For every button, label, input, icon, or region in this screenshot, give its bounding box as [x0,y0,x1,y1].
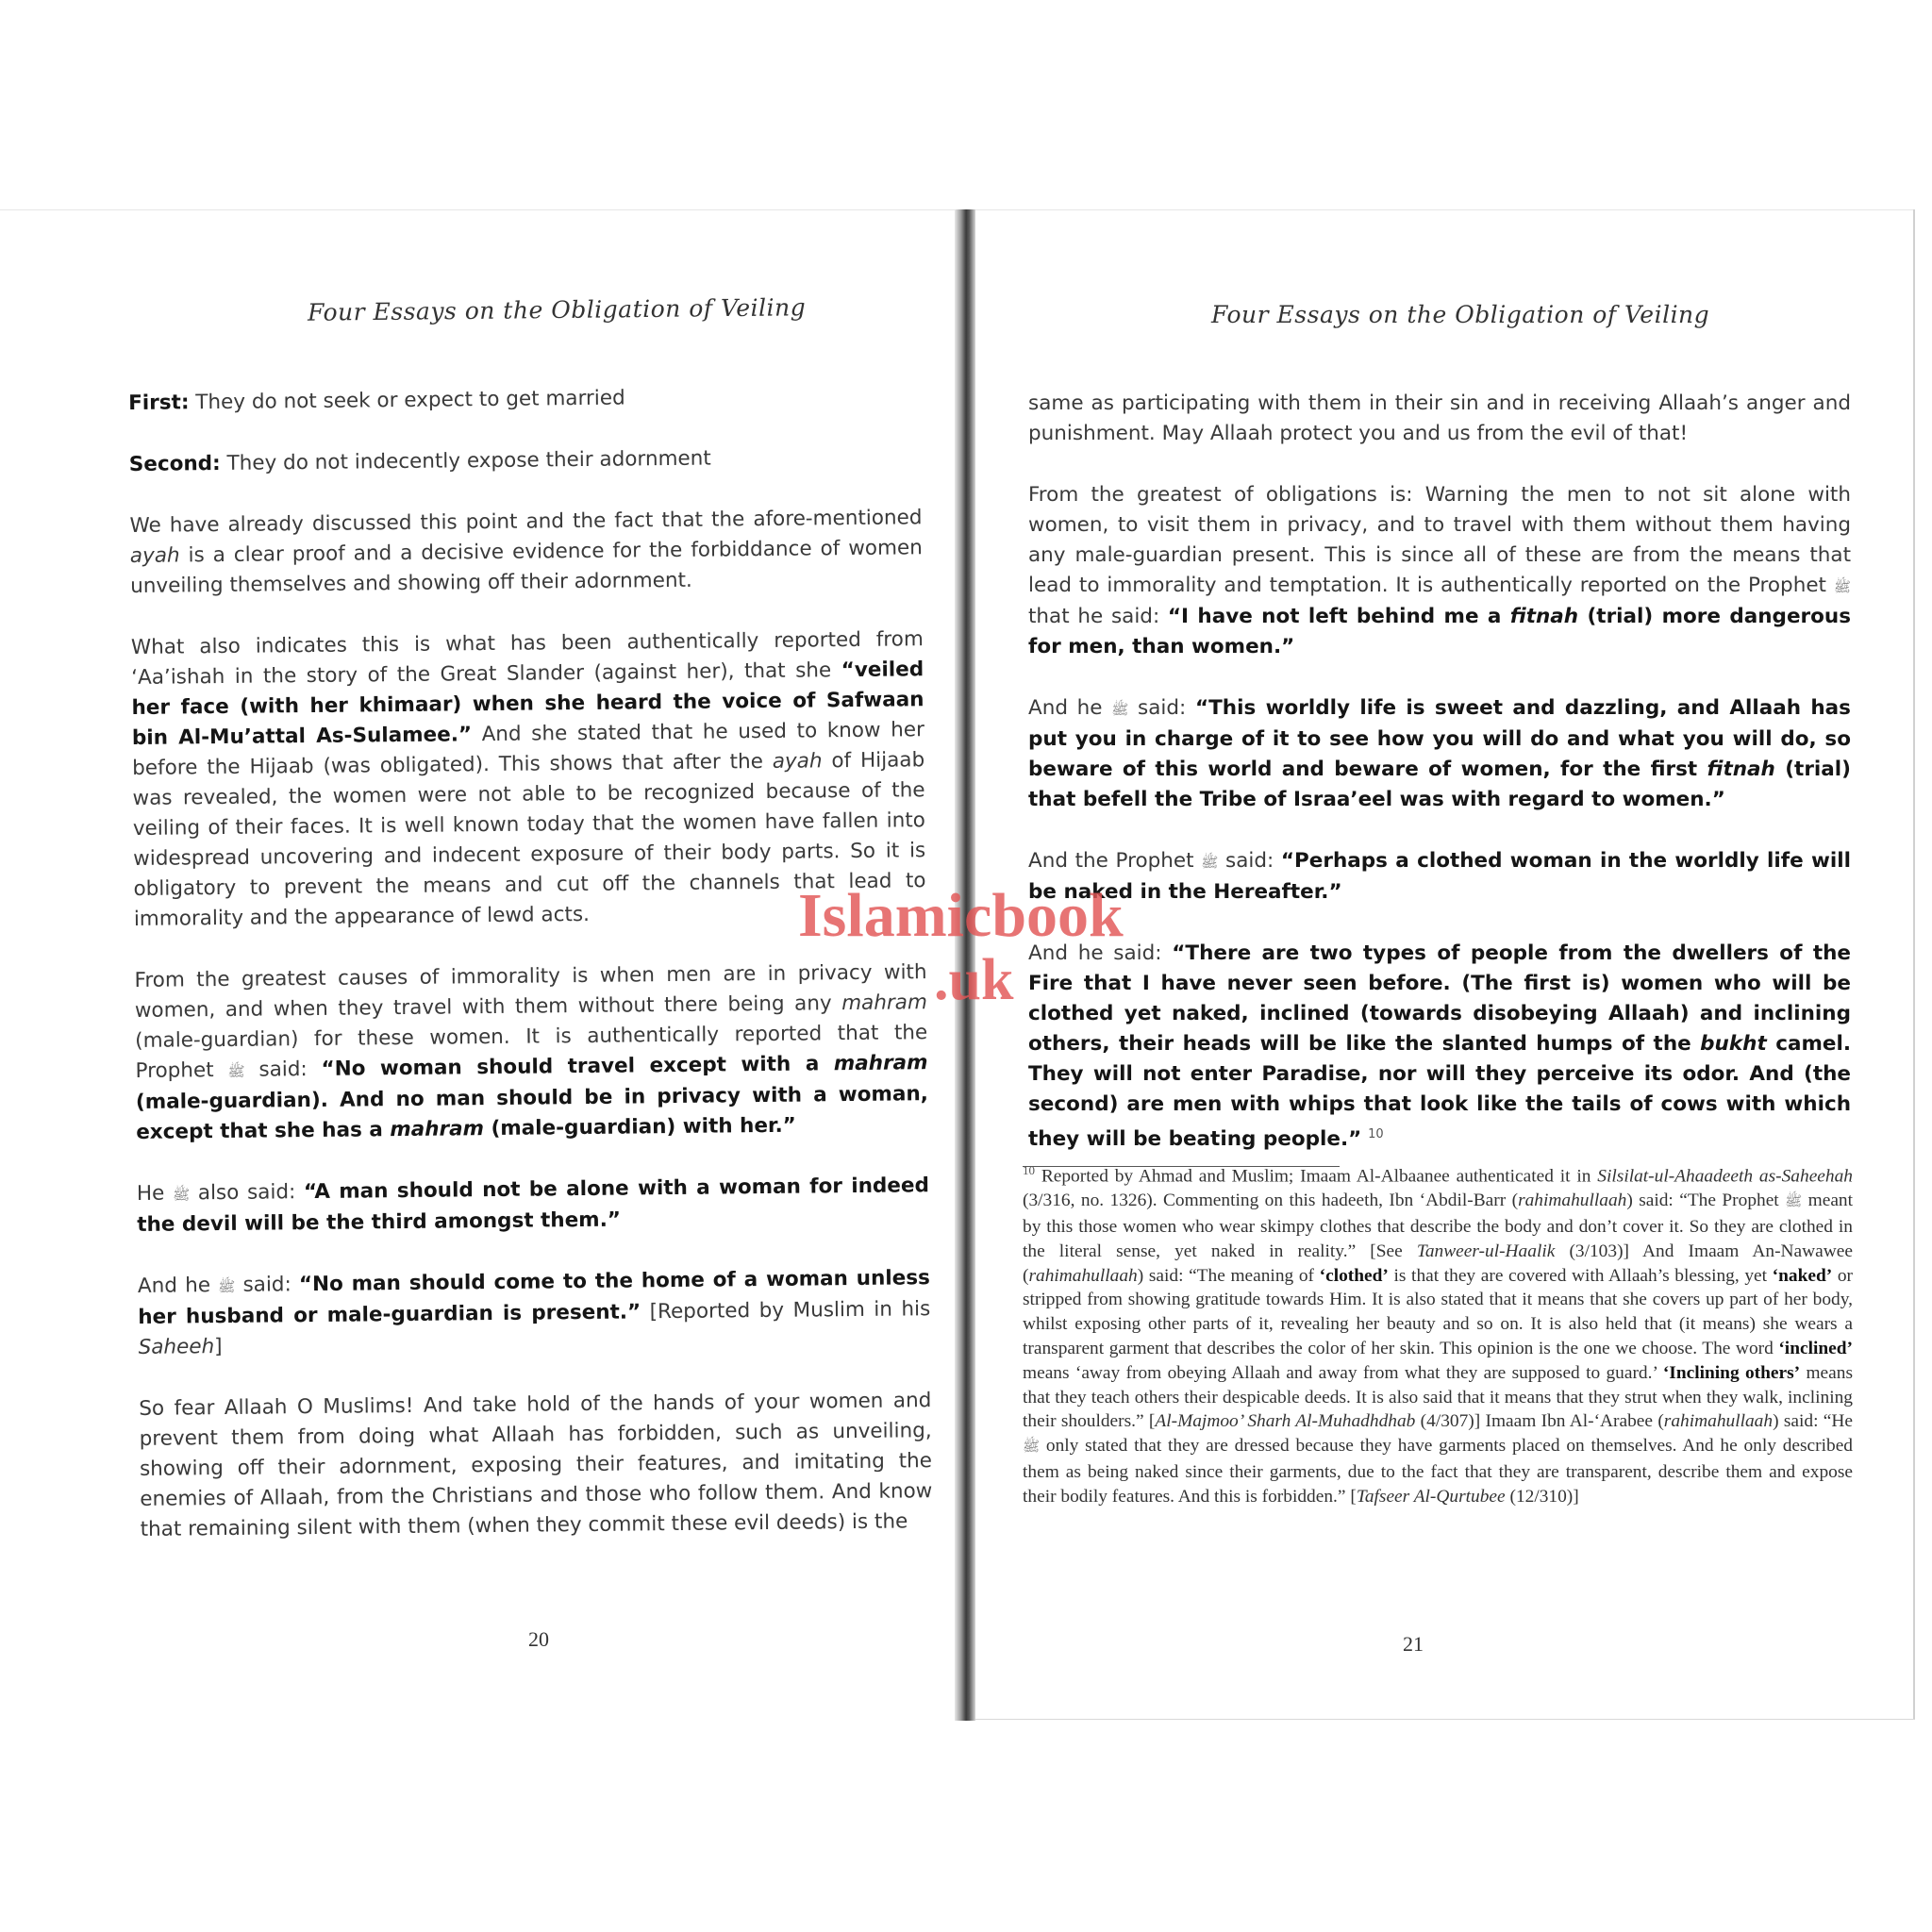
salutation-glyph: ﷺ [1023,1440,1041,1456]
page-number-right: 21 [1403,1632,1424,1656]
paragraph: And he ﷺ said: “This worldly life is sweet and dazzling, and Allaah has put you in charge of it to see how you will do and what you will do, so beware of this world and beware of women, for the first fitnah (trial) that befell the Tribe of Israa’eel was with regard to women.” [1028,696,1851,811]
salutation-glyph: ﷺ [218,1277,236,1296]
salutation-glyph: ﷺ [1833,578,1851,595]
footnote-marker: 10 [1368,1127,1384,1141]
paragraph: We have already discussed this point and the fact that the afore-mentioned ayah is a clear proof and a decisive evidence for the forbiddance of women unveiling themselves and showing off their adornment. [129,506,923,598]
spread-bottom-edge [972,1719,1915,1720]
right-page-body [1028,389,1851,1186]
salutation-glyph: ﷺ [1785,1194,1803,1210]
paragraph: He ﷺ also said: “A man should not be alone with a woman for indeed the devil will be the third amongst them.” [136,1174,930,1237]
hadith-quote: “Perhaps a clothed woman in the worldly life will be naked in the Hereafter.” [1028,849,1851,904]
hadith-quote: “I have not left behind me a fitnah (trial) more dangerous for men, than women.” [1028,605,1851,658]
salutation-glyph: ﷺ [1111,701,1129,718]
paragraph: And he said: “There are two types of people from the dwellers of the Fire that I have never seen before. (The first is) women who will be clothed yet naked, inclined (towards disobeying Allaah) and inclining others, their heads will be like the slanted humps of the bukht camel. They will not enter Paradise, nor will they perceive its odor. And (the second) are men with whips that look like the tails of cows with which they will be beating people.” $^{10}$ [1028,941,1852,1152]
running-head-left: Four Essays on the Obligation of Veiling [307,293,807,326]
page-right-edge [1913,209,1915,1719]
left-page [0,209,953,1719]
paragraph: From the greatest causes of immorality is when men are in privacy with women, and when they travel with them without there being any mahram (male-guardian) for these women. It is authentically reported that the Prophet ﷺ said: “No woman should travel except with a mahram (male-guardian). And no man should be in privacy with a woman, except that she has a mahram (male-guardian) with her.” [134,960,929,1144]
right-page [977,209,1911,1719]
second-point: Second: They do not indecently expose their adornment [128,446,711,476]
salutation-glyph: ﷺ [1201,854,1219,871]
page-number-left: 20 [528,1627,549,1651]
paragraph: What also indicates this is what has been authentically reported from ‘Aa’ishah in the story of the Great Slander (against her), that she “veiled her face (with her khimaar) when she heard the voice of Safwaan bin Al-Mu’attal As-Sulamee.” And she stated that he used to know her before the Hijaab (was obligated). This shows that after the ayah of Hijaab was revealed, the women were not able to be recognized because of the veiling of their faces. It is well known today that the women have fallen into widespread uncovering and indecent exposure of their body parts. So it is obligatory to prevent the means and cut off the channels that lead to immorality and the appearance of lewd acts. [130,627,926,931]
running-head-right: Four Essays on the Obligation of Veiling [1211,301,1710,328]
paragraph: same as participating with them in their sin and in receiving Allaah’s anger and punishment. May Allaah protect you and us from the evil of that! [1028,391,1851,445]
hadith-quote: “No man should come to the home of a woman unless her husband or male-guardian is present.” [138,1266,931,1329]
hadith-quote: “No woman should travel except with a mahram (male-guardian). And no man should be in privacy with a woman, except that she has a mahram (male-guardian) with her.” [135,1051,929,1144]
paragraph: And he ﷺ said: “No man should come to the home of a woman unless her husband or male-guardian is present.” [Reported by Muslim in his Saheeh] [137,1266,931,1359]
watermark-domain: .uk [934,948,1014,1012]
salutation-glyph: ﷺ [227,1062,245,1080]
paragraph: So fear Allaah O Muslims! And take hold of the hands of your women and prevent them from doing what Allaah has forbidden, such as unveiling, showing off their adornment, exposing their features, and imitating the enemies of Allaah, from the Christians and those who follow them. And know that remaining silent with them (when they commit these evil deeds) is the [139,1389,933,1541]
left-page-body [128,380,933,1576]
paragraph: From the greatest of obligations is: Warning the men to not sit alone with women, to visit them in privacy, and to travel with them without them having any male-guardian present. This is since all of these are from the means that lead to immorality and temptation. It is authentically reported on the Prophet ﷺ that he said: “I have not left behind me a fitnah (trial) more dangerous for men, than women.” [1028,483,1851,658]
hadith-quote: “This worldly life is sweet and dazzling, and Allaah has put you in charge of it to see how you will do and what you will do, so beware of this world and beware of women, for the first fitnah (trial) that befell the Tribe of Israa’eel was with regard to women.” [1028,696,1851,811]
hadith-quote: “A man should not be alone with a woman for indeed the devil will be the third amongst them.” [137,1174,930,1237]
hadith-quote: “There are two types of people from the dwellers of the Fire that I have never seen before. (The first is) women who will be clothed yet naked, inclined (towards disobeying Allaah) and inclining others, their heads will be like the slanted humps of the bukht camel. They will not enter Paradise, nor will they perceive its odor. And (the second) are men with whips that look like the tails of cows with which they will be beating people.” [1028,941,1852,1152]
paragraph: And the Prophet ﷺ said: “Perhaps a clothed woman in the worldly life will be naked in the Hereafter.” [1028,849,1851,904]
watermark-text: Islamicbook [798,881,1124,950]
first-point: First: They do not seek or expect to get married [128,386,625,415]
footnote-10: $^{10}$ Reported by Ahmad and Muslim; Imaam Al-Albaanee authenticated it in Silsilat-ul-Ahaadeeth as-Saheehah (3/316, no. 1326). Commenting on this hadeeth, Ibn ‘Abdil-Barr (rahimahullaah) said: “The Prophet ﷺ meant by this those women who wear skimpy clothes that describe the body and don’t cover it. So they are clothed in the literal sense, yet naked in reality.” [See Tanweer-ul-Haalik (3/103)] And Imaam An-Nawawee (rahimahullaah) said: “The meaning of ‘clothed’ is that they are covered with Allaah’s blessing, yet ‘naked’ or stripped from showing gratitude towards Him. It is also stated that it means that she covers up part of her body, whilst exposing other parts of it, revealing her beauty and so on. It is also held that (it means) she wears a transparent garment that describes the color of her skin. This opinion is the one we choose. The word ‘inclined’ means ‘away from obeying Allaah and away from what they are supposed to guard.’ ‘Inclining others’ means that they teach others their despicable deeds. It is also said that it means that they strut when they walk, inclining their shoulders.” [Al-Majmoo’ Sharh Al-Muhadhdhab (4/307)] Imaam Ibn Al-‘Arabee (rahimahullaah) said: “He ﷺ only stated that they are dressed because they have garments placed on themselves. And he only described them as being naked since their garments, due to the fact that they are transparent, describe them and expose their bodily features. And this is forbidden.” [Tafseer Al-Qurtubee (12/310)] [1023,1163,1854,1507]
salutation-glyph: ﷺ [172,1186,191,1204]
